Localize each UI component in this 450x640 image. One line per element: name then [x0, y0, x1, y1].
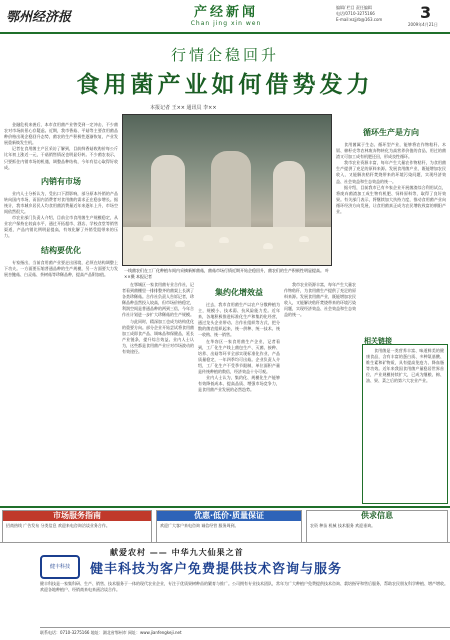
article-column-3 [198, 282, 280, 504]
photo-figure [211, 151, 251, 235]
section-title-cn: 产经新闻 [193, 5, 258, 20]
paragraph: 据介绍，目前我市已有多家企业开展菌渣综合利用试点，将废弃菌渣加工成生物有机肥、饲料原料等，取得了良好效果。有关部门表示，将继续加大扶持力度，推动食用菌产业向循环经济方向发展，让食用菌真正成为农民增收致富的朝阳产业。 [336, 184, 446, 215]
masthead [0, 0, 450, 34]
banner-kicker: 献爱农村 —— 中华九大仙果之首 [110, 548, 244, 557]
paragraph: 记者在食用菌主产区采访了解到，目前鲜香菇收购价每公斤比年初上涨近一元，干菇销售情况也明显好转。不少菌农表示，只要抓住内销市场的机遇，调整品种结构，今年有信心取得好收成。 [4, 146, 118, 170]
photo-mushroom [219, 237, 229, 243]
photo-mushroom [175, 241, 185, 247]
article-column-5 [284, 282, 356, 504]
ad-text: 欢迎广大客户来电咨询 诚信经营 服务周到。 [160, 523, 239, 528]
paragraph: 市农业部门负责人介绍，目前全市食用菌生产规模稳定，从业农户保持在较高水平，通过开拓超市、酒店、学校食堂等销售渠道，产品内销比例明显提高，有效化解了外销受阻带来的压力。 [4, 215, 118, 239]
subheading-intensive: 集约化增效益 [215, 287, 263, 297]
subheading-structure: 结构要优化 [41, 244, 81, 255]
ad-title: 供求信息 [361, 511, 393, 520]
photo-mushroom [299, 236, 309, 242]
ad-text: 农资 种苗 机械 技术服务 欢迎垂询。 [310, 523, 376, 528]
paragraph: 在华容区一家食用菌生产企业，记者看到，工厂化生产线上菌包生产、灭菌、接种、培养、出菇等环节全部实现标准化作业，产品质量稳定，一年四季均可出菇。企业负责人介绍，工厂化生产不受季节限制，单位面积产量是传统种植的数倍，经济效益十分可观。 [198, 338, 280, 375]
paragraph: 专家指出，当前食用菌产业要走出困境，必须在结构调整上下功夫。一方面要压缩普通品种的生产规模，另一方面要大力发展杏鲍菇、白灵菇、茶树菇等珍稀品种，提高产品附加值。 [4, 259, 118, 277]
article-byline: 本报记者 王×× 通讯员 李×× [150, 105, 217, 111]
section-title [180, 1, 272, 29]
ad-box-1 [2, 510, 152, 544]
banner-body: 健丰科技是一家集科研、生产、销售、技术服务于一体的现代农业企业，专注于优质果树种苗的繁育与推广。公司拥有专业技术团队，常年为广大种植户免费提供技术咨询、栽培指导和售后服务，帮助农民朋友科学种植、增产增收。欢迎各地种植户、经销商来电来函洽谈合作。 [40, 581, 448, 592]
paragraph: 我市农业资源丰富，每年产生大量农作物秸秆，为食用菌生产提供了充足的原料来源。发展食用菌产业，既能增加农民收入，又能解决秸秆焚烧带来的环境污染问题，实现经济效益、社会效益和生态效益的统一。 [336, 160, 446, 184]
paragraph: 业内人士认为，集约化、规模化生产能够有效降低成本、提高品质、增强市场竞争力，是食用菌产业发展的必然趋势。 [198, 375, 280, 393]
paragraph: 过去，我市食用菌生产以农户分散种植为主，规模小、技术弱、抗风险能力差。近年来，各地积极推进标准化生产和集约化经营，通过龙头企业带动、合作社组织等方式，把分散的菌农组织起来，统一供种、统一技术、统一收购、统一销售。 [198, 302, 280, 338]
photo-figure [273, 161, 305, 235]
company-logo: 健丰科技 [40, 555, 80, 579]
meta-line: E-mail:ezjjrb@163.com [336, 17, 383, 22]
meta-line: 电话/0710-3275166 [336, 11, 375, 16]
banner-ad [0, 542, 450, 640]
banner-title: 健丰科技为客户免费提供技术咨询与服务 [90, 562, 343, 577]
ad-title: 市场服务指南 [3, 511, 151, 521]
article-column-2 [122, 282, 194, 504]
subheading-domestic-market: 内销有市场 [41, 175, 81, 186]
ad-title: 优惠·低价·质量保证 [157, 511, 301, 521]
photo-figure [151, 155, 185, 235]
paragraph: 金融危机来袭后，本市食用菌产业曾受到一定冲击，不少菌农对市场前景心存疑虑。近期，我市香菇、平菇等主要食用菌品种价格出现企稳回升态势，菌农的生产积极性逐渐恢复，产业发展重新焕发生机。 [4, 122, 118, 146]
subheading-circular: 循环生产是方向 [363, 127, 419, 137]
photo-mushroom [263, 243, 273, 249]
paragraph: 业内人士分析认为，受出口下滑影响，部分原本外销的产品转向国内市场，而国内消费者对食用菌的需求正在稳步增长。据统计，我市城乡居民人均食用菌消费量近年来逐年上升，市场空间依然很大。 [4, 190, 118, 215]
issue-date: 2009年4月21日 [408, 22, 438, 27]
sidebar-heading: 相关链接 [364, 337, 392, 345]
ad-text: 招商热线 广告发布 分类信息 欢迎来电咨询洽谈业务合作。 [6, 523, 110, 528]
page-number: 3 [420, 3, 432, 22]
paragraph: 在鄂城区一家食用菌专业合作社，记者看到菌棚里一排排整齐的菌架上长满了各类珍稀菇。合作社负责人告诉记者，珍稀品种虽然投入较高，但市场价格稳定，利润空间是普通品种的两到三倍，今年合作社计划进一步扩大珍稀菇的生产规模。 [122, 282, 194, 318]
article-photo [122, 114, 332, 266]
sidebar-text: 食用菌是一类营养丰富、味道鲜美的健康食品，含有丰富的蛋白质、多种氨基酸、维生素和矿物质，具有提高免疫力、降血脂等功效。近年来我国食用菌产量稳居世界首位，产业规模持续扩大，已成为继粮、棉、油、果、菜之后的第六大农业产业。 [366, 348, 444, 384]
ad-box-3 [306, 510, 448, 544]
photo-caption: 一线菌农们在工厂化种植车间内采摘新鲜菌菇，菌菇市场行情近期开始企稳回升，菌农们的生产积极性明显提高。 叶××摄 本报记者 [124, 268, 330, 279]
article-column-1 [4, 122, 118, 504]
newspaper-logo: 鄂州经济报 [6, 10, 72, 25]
section-title-en: Chan jing xin wen [190, 20, 262, 27]
paragraph: 我市农业资源丰富，每年产生大量农作物秸秆，为食用菌生产提供了充足的原料来源。发展食用菌产业，既能增加农民收入，又能解决秸秆焚烧带来的环境污染问题，实现经济效益、社会效益和生态效益的统一。 [284, 282, 356, 318]
photo-mushroom [143, 235, 153, 241]
paragraph: 食用菌属于生态、循环型产业，能够将农作物秸秆、木屑、棉籽壳等农林废弃物转化为高营养价值的食品，用过的菌渣又可加工成有机肥还田，形成良性循环。 [336, 142, 446, 160]
sidebar-box [362, 344, 448, 504]
ad-box-2 [156, 510, 302, 544]
banner-footer: 联系电话：0710-3275166 地址：湖北省鄂州市 网址：www.jianfengkeji.net [40, 627, 450, 636]
editor-meta [336, 5, 406, 23]
paragraph: 与此同时，精深加工也成为结构优化的重要方向。部分企业开始尝试将食用菌加工成即食产品、调味品和保健品，延长产业链条，提升综合效益。业内人士认为，这些都是食用菌产业应对市场波动的有效途径。 [122, 318, 194, 355]
photo-table [123, 227, 332, 266]
article-headline: 食用菌产业如何借势发力 [76, 71, 374, 98]
meta-line: 编辑/ 栏目 责任编辑 [336, 5, 372, 10]
article-kicker: 行情企稳回升 [170, 46, 279, 64]
